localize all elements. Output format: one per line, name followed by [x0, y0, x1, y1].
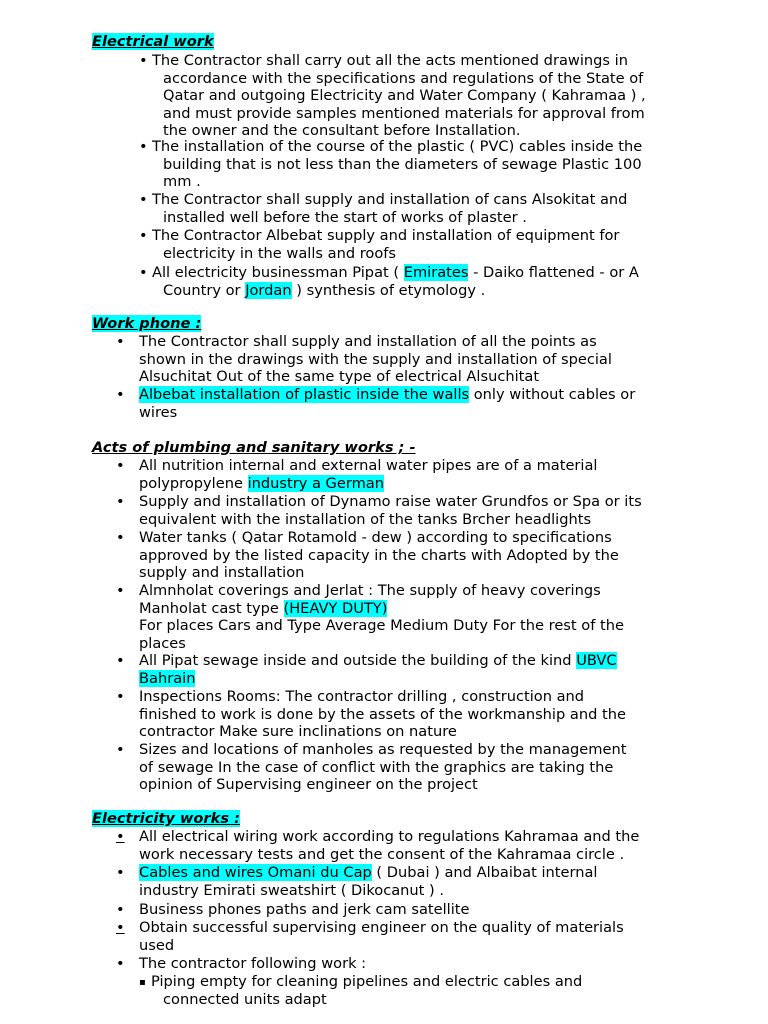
- highlighted-text: industry a German: [247, 474, 385, 492]
- list-item-line: All electrical wiring work according to regulations Kahramaa and the: [139, 828, 640, 845]
- bullet-icon: •: [116, 652, 125, 669]
- list-item-line: the owner and the consultant before Installation.: [163, 122, 521, 140]
- list-item-line: electricity in the walls and roofs: [163, 244, 397, 262]
- list-item-line: All nutrition internal and external water pipes are of a material: [139, 457, 598, 474]
- bullet-icon: •: [116, 901, 125, 918]
- bullet-icon: •: [116, 864, 125, 881]
- heading-text: Electricity works :: [92, 810, 240, 827]
- bullet-icon: •: [139, 227, 148, 244]
- list-item-line: All electricity businessman Pipat ( Emirates - Daiko flattened - or A: [152, 264, 639, 281]
- list-item-line: The Contractor shall carry out all the acts mentioned drawings in: [152, 52, 628, 69]
- list-item-line: building that is not less than the diameters of sewage Plastic 100: [163, 155, 642, 173]
- bullet-icon: •: [116, 529, 125, 546]
- list-item-line: work necessary tests and get the consent of the Kahramaa circle .: [139, 845, 625, 863]
- heading-text: Work phone :: [92, 315, 202, 332]
- list-item-line: polypropylene industry a German: [139, 474, 385, 492]
- list-item-line: connected units adapt: [163, 990, 327, 1008]
- list-item-line: The Contractor shall supply and installation of all the points as: [139, 333, 597, 350]
- bullet-icon: •: [139, 138, 148, 155]
- list-item-line: The installation of the course of the plastic ( PVC) cables inside the: [152, 138, 643, 155]
- list-item-line: equivalent with the installation of the tanks Brcher headlights: [139, 510, 592, 528]
- list-item-line: opinion of Supervising engineer on the project: [139, 776, 478, 794]
- highlighted-text: Emirates: [403, 264, 469, 281]
- list-item-line: The Contractor Albebat supply and installation of equipment for: [152, 227, 620, 244]
- list-item-line: finished to work is done by the assets of the workmanship and the: [139, 705, 626, 723]
- highlighted-text: Cables and wires Omani du Cap: [139, 864, 372, 881]
- list-item-line: approved by the listed capacity in the charts with Adopted by the: [139, 546, 619, 564]
- bullet-icon: •: [116, 741, 125, 758]
- list-item-line: Qatar and outgoing Electricity and Water Company ( Kahramaa ) ,: [163, 87, 646, 105]
- list-item-line: wires: [139, 403, 178, 421]
- section-heading-work-phone: [92, 315, 201, 333]
- bullet-icon: •: [116, 919, 125, 936]
- highlighted-text: Albebat installation of plastic inside the walls: [139, 386, 470, 403]
- list-item-line: Cables and wires Omani du Cap ( Dubai ) and Albaibat internal: [139, 864, 598, 881]
- list-item-line: Obtain successful supervising engineer on the quality of materials: [139, 919, 624, 936]
- list-item-line: Manholat cast type (HEAVY DUTY): [139, 599, 388, 617]
- bullet-icon: •: [116, 386, 125, 403]
- list-item-line: All Pipat sewage inside and outside the building of the kind UBVC: [139, 652, 617, 669]
- heading-text: Acts of plumbing and sanitary works ; -: [92, 439, 416, 456]
- list-item-line: For places Cars and Type Average Medium Duty For the rest of the: [139, 617, 624, 635]
- bullet-icon: •: [116, 955, 125, 972]
- bullet-icon: •: [116, 493, 125, 510]
- list-item-line: Albebat installation of plastic inside the walls only without cables or: [139, 386, 636, 403]
- bullet-icon: •: [139, 52, 148, 69]
- square-bullet-icon: ▪: [139, 977, 146, 988]
- list-item-line: and must provide samples mentioned materials for approval from: [163, 104, 645, 122]
- list-item-line: Almnholat coverings and Jerlat : The supply of heavy coverings: [139, 582, 601, 599]
- list-item-line: supply and installation: [139, 564, 305, 582]
- list-item-line: industry Emirati sweatshirt ( Dikocanut ) .: [139, 881, 445, 899]
- list-item-line: The Contractor shall supply and installation of cans Alsokitat and: [152, 191, 628, 208]
- list-item-line: The contractor following work :: [139, 955, 367, 972]
- list-item-line: Sizes and locations of manholes as requested by the management: [139, 741, 627, 758]
- list-item-line: shown in the drawings with the supply and installation of special: [139, 350, 612, 368]
- bullet-icon: •: [116, 688, 125, 705]
- list-item-line: used: [139, 936, 175, 954]
- bullet-icon: •: [139, 191, 148, 208]
- list-item-line: places: [139, 634, 186, 652]
- list-item-line: Piping empty for cleaning pipelines and electric cables and: [151, 973, 583, 990]
- highlighted-text: Jordan: [245, 281, 292, 299]
- list-item-line: installed well before the start of works of plaster .: [163, 208, 527, 226]
- bullet-icon: •: [116, 582, 125, 599]
- section-heading-electricity-works: [92, 810, 240, 828]
- list-item-line: Country or Jordan ) synthesis of etymology .: [163, 281, 486, 299]
- heading-text: Electrical work: [92, 33, 214, 50]
- section-heading-plumbing: [92, 439, 416, 457]
- section-heading-electrical-work: [92, 33, 214, 51]
- list-item-line: Supply and installation of Dynamo raise water Grundfos or Spa or its: [139, 493, 642, 510]
- list-item-line: Business phones paths and jerk cam satellite: [139, 901, 470, 918]
- bullet-icon: •: [116, 457, 125, 474]
- bullet-icon: •: [116, 828, 125, 845]
- bullet-icon: •: [116, 333, 125, 350]
- bullet-icon: •: [139, 264, 148, 281]
- list-item-line: Alsuchitat Out of the same type of electrical Alsuchitat: [139, 368, 540, 386]
- list-item-line: Water tanks ( Qatar Rotamold - dew ) according to specifications: [139, 529, 612, 546]
- list-item-line: of sewage In the case of conflict with the graphics are taking the: [139, 758, 614, 776]
- highlighted-text: (HEAVY DUTY): [283, 599, 388, 617]
- list-item-line: mm .: [163, 173, 201, 191]
- highlighted-text: UBVC: [576, 652, 617, 669]
- list-item-line: [139, 670, 617, 688]
- list-item-line: accordance with the specifications and regulations of the State of: [163, 69, 644, 87]
- list-item-line: Inspections Rooms: The contractor drilling , construction and: [139, 688, 585, 705]
- list-item-line: contractor Make sure inclinations on nature: [139, 723, 457, 741]
- highlighted-text: Bahrain: [139, 669, 196, 687]
